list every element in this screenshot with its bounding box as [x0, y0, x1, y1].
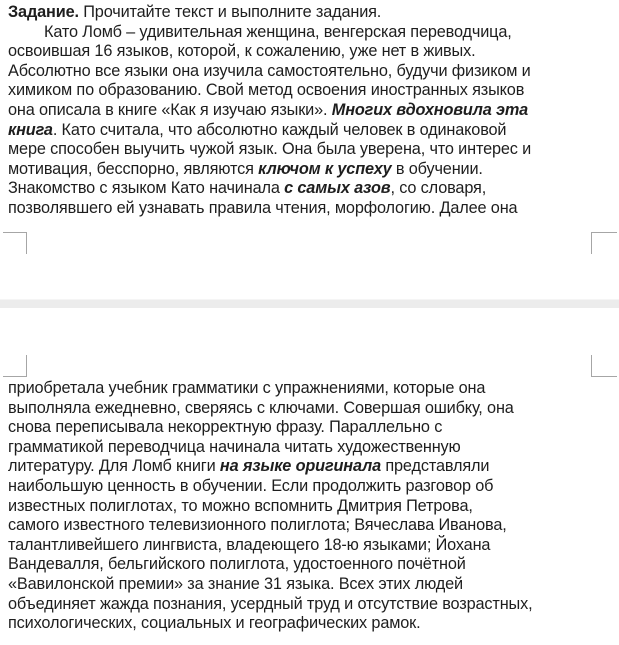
- text-line: [8, 379, 617, 399]
- bold-italic-segment: на языке оригинала: [219, 457, 381, 476]
- text-line: [8, 614, 617, 634]
- page-separator: [0, 299, 619, 308]
- text-line: [8, 438, 617, 458]
- text-segment: психологических, социальных и географических рамок.: [8, 614, 421, 633]
- text-line: [8, 536, 617, 556]
- text-line: [8, 595, 617, 615]
- text-segment: снова переписывала некорректную фразу. Параллельно с: [8, 418, 443, 437]
- text-line: [8, 555, 617, 575]
- text-segment: в обучении.: [391, 159, 483, 178]
- bold-italic-segment: книга: [8, 120, 53, 139]
- text-segment: Знакомство с языком Като начинала: [8, 179, 285, 198]
- text-line: [8, 399, 617, 419]
- text-segment: . Като считала, что абсолютно каждый человек в одинаковой: [52, 120, 507, 139]
- text-segment: талантливейшего лингвиста, владеющего 18-ю языками; Йохана: [8, 535, 491, 554]
- text-line: [8, 62, 617, 82]
- text-segment: мере способен выучить чужой язык. Она была уверена, что интерес и: [8, 140, 532, 159]
- crop-mark-top-left-page2: [3, 355, 27, 377]
- text-line: [8, 477, 617, 497]
- text-segment: Като Ломб – удивительная женщина, венгерская переводчица,: [44, 22, 512, 41]
- text-segment: Абсолютно все языки она изучила самостоятельно, будучи физиком и: [8, 61, 531, 80]
- text-segment: химиком по образованию. Свой метод освоения иностранных языков: [8, 81, 525, 100]
- bold-italic-segment: ключом к успеху: [258, 159, 392, 178]
- bold-segment: Задание.: [8, 3, 79, 21]
- text-line: [8, 179, 617, 199]
- text-segment: известных полиглотах, то можно вспомнить Дмитрия Петрова,: [8, 496, 473, 515]
- text-segment: самого известного телевизионного полиглота; Вячеслава Иванова,: [8, 516, 507, 535]
- text-line: [8, 199, 617, 219]
- text-line: [8, 160, 617, 180]
- bold-italic-segment: с самых азов: [284, 179, 391, 198]
- text-segment: , со словаря,: [390, 179, 487, 198]
- text-segment: приобретала учебник грамматики с упражнениями, которые она: [8, 379, 486, 397]
- text-line: [8, 3, 617, 23]
- text-segment: представляли: [380, 457, 490, 476]
- text-segment: она описала в книге «Как я изучаю языки».: [8, 100, 332, 119]
- crop-mark-bottom-right-page1: [591, 232, 617, 254]
- text-line: [8, 42, 617, 62]
- text-line: [8, 516, 617, 536]
- text-line: [8, 457, 617, 477]
- text-segment: Прочитайте текст и выполните задания.: [78, 3, 382, 21]
- text-line: [8, 121, 617, 141]
- text-segment: наибольшую ценность в обучении. Если продолжить разговор об: [8, 476, 494, 495]
- text-line: [8, 140, 617, 160]
- text-line: [8, 101, 617, 121]
- crop-mark-top-right-page2: [591, 355, 617, 377]
- text-segment: грамматикой переводчица начинала читать художественную: [8, 437, 461, 456]
- page2-text-block: [8, 379, 617, 634]
- crop-mark-bottom-left-page1: [3, 232, 27, 254]
- text-segment: позволявшего ей узнавать правила чтения, морфологию. Далее она: [8, 198, 518, 217]
- text-segment: объединяет жажда познания, усердный труд и отсутствие возрастных,: [8, 594, 533, 613]
- text-line: [8, 418, 617, 438]
- text-segment: «Вавилонской премии» за знание 31 языка. Всех этих людей: [8, 574, 463, 593]
- text-segment: литературу. Для Ломб книги: [8, 457, 220, 476]
- bold-italic-segment: Многих вдохновила эта: [331, 100, 529, 119]
- text-line: [8, 497, 617, 517]
- text-line: [8, 23, 617, 43]
- text-segment: освоившая 16 языков, которой, к сожалению, уже нет в живых.: [8, 42, 476, 61]
- text-line: [8, 575, 617, 595]
- text-segment: выполняла ежедневно, сверяясь с ключами. Совершая ошибку, она: [8, 398, 514, 417]
- page1-text-block: [8, 3, 617, 219]
- text-segment: мотивация, бесспорно, являются: [8, 159, 259, 178]
- text-segment: Вандевалля, бельгийского полиглота, удостоенного почётной: [8, 555, 466, 574]
- text-line: [8, 81, 617, 101]
